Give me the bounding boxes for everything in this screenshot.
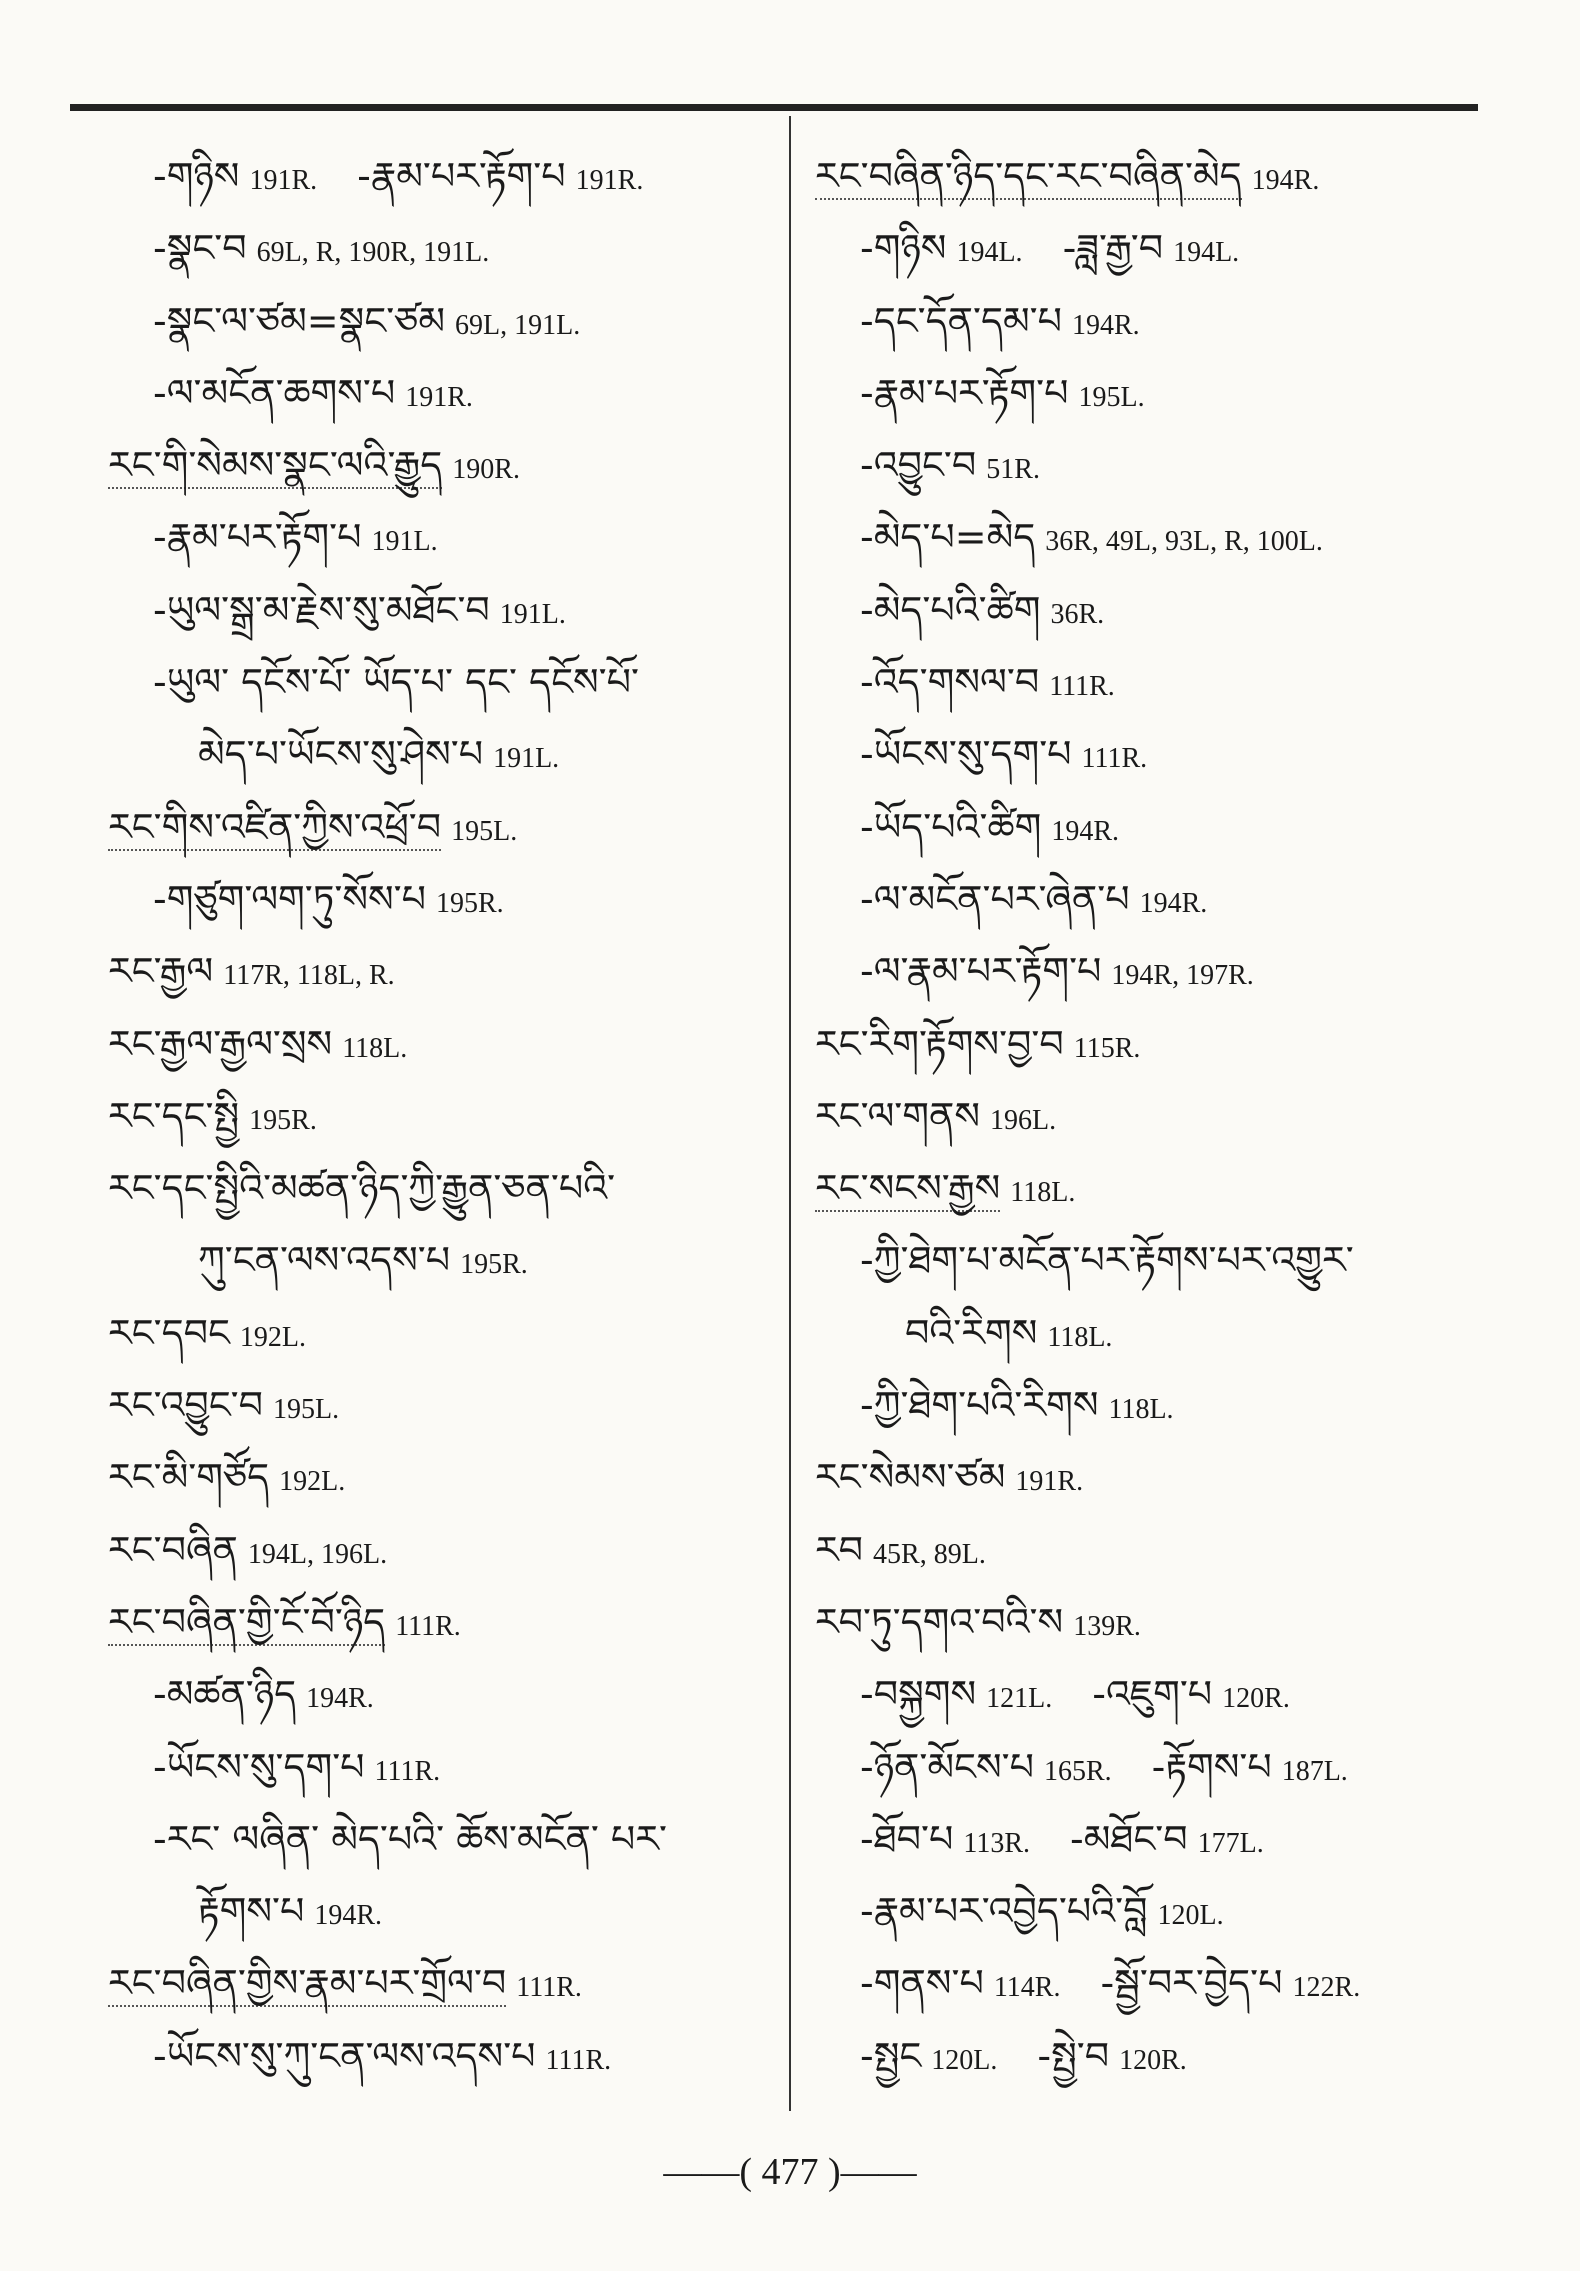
entry-term: རང་རིག་རྟོགས་བྱ་བ	[815, 1021, 1064, 1066]
entry-term: -གཉིས	[860, 226, 947, 271]
entry-reference: 36R.	[1050, 598, 1105, 630]
left-entry	[108, 501, 808, 573]
right-entry	[815, 285, 1515, 357]
entry-term-secondary: -མཐོང་བ	[1070, 1816, 1188, 1861]
left-entry	[108, 1875, 808, 1947]
right-column	[815, 140, 1515, 2092]
right-entry	[815, 1731, 1515, 1803]
entry-term: -ཡོངས་སུ་དག་པ	[860, 732, 1072, 777]
entry-reference: 194R.	[1139, 887, 1208, 919]
entry-term: རང་བཞིན་གྱི་ངོ་བོ་ཉིད	[108, 1599, 386, 1644]
right-entry	[815, 1008, 1515, 1080]
left-entry	[108, 1152, 808, 1224]
left-entry	[108, 140, 808, 212]
entry-term: རབ	[815, 1527, 864, 1572]
entry-reference: 191L.	[371, 526, 438, 558]
entry-term-secondary: -སྦྱོ་བར་བྱེད་པ	[1100, 1961, 1283, 2006]
right-entry	[815, 791, 1515, 863]
right-entry	[815, 357, 1515, 429]
footer-dash-right: )——	[828, 2151, 917, 2193]
entry-reference: 194R, 197R.	[1111, 960, 1254, 992]
entry-term: -ལ་མངོན་པར་ཞེན་པ	[860, 876, 1130, 921]
entry-term: རང་མི་གཙོད	[108, 1455, 270, 1500]
entry-term: -སྣང་ལ་ཙམ=སྣང་ཙམ	[153, 298, 446, 343]
entry-reference: 118L.	[1108, 1394, 1174, 1426]
entry-reference: 194R.	[306, 1683, 374, 1715]
entry-term: རང་བཞིན	[108, 1527, 238, 1572]
entry-term: རང་འབྱུང་བ	[108, 1383, 264, 1428]
left-entry	[108, 1297, 808, 1369]
right-entry	[815, 935, 1515, 1007]
entry-term: ཀུ་ངན་ལས་འདས་པ	[198, 1238, 451, 1283]
entry-term: -སྣང་བ	[153, 226, 247, 271]
entry-reference: 115R.	[1073, 1032, 1141, 1064]
right-entry	[815, 501, 1515, 573]
entry-term: རང་བཞིན་གྱིས་རྣམ་པར་གྲོལ་བ	[108, 1961, 507, 2006]
entry-term-secondary: -རྣམ་པར་རྟོག་པ	[357, 154, 566, 198]
left-entry	[108, 1731, 808, 1803]
entry-term: རང་བཞིན་ཉིད་དང་རང་བཞིན་མེད	[815, 154, 1242, 198]
left-column	[108, 140, 808, 2092]
entry-term: -ཡོངས་སུ་ཀུ་ངན་ལས་འདས་པ	[153, 2033, 536, 2078]
entry-term: -ཡུལ་སྒྲ་མ་རྗེས་སུ་མཐོང་བ	[153, 587, 490, 632]
entry-term-secondary: -ཟླ་རྒྱ་བ	[1062, 226, 1164, 271]
page-number: 477	[761, 2151, 819, 2193]
entry-term: -གནས་པ	[860, 1961, 984, 2006]
entry-reference: 191R.	[1015, 1466, 1084, 1498]
entry-term: རང་སངས་རྒྱས	[815, 1166, 1001, 1211]
entry-term: -ཡོད་པའི་ཚིག	[860, 804, 1042, 849]
entry-term: -དང་དོན་དམ་པ	[860, 298, 1062, 343]
left-entry	[108, 1803, 808, 1875]
left-entry	[108, 718, 808, 790]
right-entry	[815, 646, 1515, 718]
entry-reference: 195L.	[273, 1394, 340, 1426]
left-entry	[108, 1514, 808, 1586]
right-entry	[815, 1297, 1515, 1369]
right-entry	[815, 718, 1515, 790]
page-footer	[0, 2150, 1580, 2194]
entry-reference: 192L.	[239, 1321, 306, 1353]
entry-reference: 111R.	[516, 1972, 582, 2004]
entry-reference: 195R.	[249, 1104, 317, 1136]
entry-term: -འབྱུང་བ	[860, 443, 977, 488]
top-rule	[70, 104, 1478, 111]
right-entry	[815, 1080, 1515, 1152]
entry-reference: 117R, 118L, R.	[223, 960, 395, 992]
right-entry	[815, 1152, 1515, 1224]
entry-term: བའི་རིགས	[905, 1310, 1038, 1355]
footer-dash-left: ——(	[663, 2151, 752, 2193]
entry-reference-secondary: 122R.	[1292, 1972, 1361, 2004]
entry-reference: 194R.	[314, 1900, 383, 1932]
entry-reference: 191R.	[249, 165, 318, 196]
entry-term: -གཙུག་ལག་ཏུ་སོས་པ	[153, 876, 426, 921]
left-entry	[108, 1080, 808, 1152]
entry-term: རང་དང་སྤྱིའི་མཚན་ཉིད་ཀྱི་རྒྱུན་ཅན་པའི་	[108, 1166, 616, 1211]
entry-term: -མེད་པ=མེད	[860, 515, 1036, 560]
left-entry	[108, 2020, 808, 2092]
entry-term: -ཐོབ་པ	[860, 1816, 954, 1861]
entry-reference: 118L.	[342, 1032, 408, 1064]
left-entry	[108, 1369, 808, 1441]
entry-term: -མཚན་ཉིད	[153, 1672, 297, 1717]
left-entry	[108, 429, 808, 501]
entry-reference: 113R.	[963, 1827, 1031, 1859]
entry-reference: 69L, 191L.	[455, 309, 581, 341]
right-entry	[815, 1803, 1515, 1875]
left-entry	[108, 1224, 808, 1296]
entry-reference: 45R, 89L.	[873, 1538, 986, 1570]
entry-term: རབ་ཏུ་དགའ་བའི་ས	[815, 1599, 1064, 1644]
entry-term: རྟོགས་པ	[198, 1889, 305, 1934]
entry-reference: 191R.	[405, 381, 473, 413]
entry-reference: 118L.	[1010, 1177, 1076, 1209]
left-entry	[108, 1658, 808, 1730]
entry-reference: 194R.	[1071, 309, 1140, 341]
entry-term: -ཀྱི་ཐེག་པ་མངོན་པར་རྟོགས་པར་འགྱུར་	[860, 1238, 1354, 1283]
entry-reference: 195R.	[436, 887, 504, 919]
right-entry	[815, 1658, 1515, 1730]
right-entry	[815, 1947, 1515, 2019]
entry-term-secondary: -སྤྱེ་བ	[1037, 2033, 1110, 2078]
entry-reference: 36R, 49L, 93L, R, 100L.	[1045, 526, 1323, 558]
entry-reference: 69L, R, 190R, 191L.	[256, 237, 490, 269]
entry-reference-secondary: 194L.	[1173, 237, 1240, 269]
entry-reference: 190R.	[452, 454, 520, 486]
left-entry	[108, 863, 808, 935]
entry-reference: 139R.	[1073, 1610, 1141, 1642]
entry-term: -ཡོངས་སུ་དག་པ	[153, 1744, 365, 1789]
right-entry	[815, 1875, 1515, 1947]
entry-reference: 51R.	[986, 454, 1040, 486]
right-entry	[815, 1441, 1515, 1513]
right-entry	[815, 140, 1515, 212]
entry-reference: 120L.	[1157, 1900, 1224, 1932]
right-entry	[815, 2020, 1515, 2092]
entry-term: -ཀྱི་ཐེག་པའི་རིགས	[860, 1383, 1099, 1428]
entry-reference-secondary: 120R.	[1119, 2044, 1187, 2076]
entry-reference: 111R.	[545, 2044, 612, 2076]
entry-reference: 191L.	[493, 743, 560, 775]
entry-reference: 195L.	[451, 815, 518, 847]
entry-reference: 194R.	[1251, 165, 1320, 196]
entry-term: -བསྐྱགས	[860, 1672, 977, 1717]
entry-reference: 111R.	[374, 1755, 441, 1787]
entry-reference: 194L, 196L.	[247, 1538, 388, 1570]
entry-term: རང་གིས་འཛིན་ཀྱིས་འཕྲོ་བ	[108, 804, 442, 849]
entry-term: རང་རྒྱལ	[108, 949, 214, 994]
entry-term: -གཉིས	[153, 154, 240, 198]
entry-reference: 194R.	[1051, 815, 1120, 847]
right-entry	[815, 1224, 1515, 1296]
entry-term: -རྣམ་པར་རྟོག་པ	[153, 515, 362, 560]
entry-term-secondary: -རྟོགས་པ	[1151, 1744, 1272, 1789]
entry-reference-secondary: 191R.	[575, 165, 644, 196]
entry-reference: 195R.	[460, 1249, 528, 1281]
entry-term: རང་གི་སེམས་སྣང་ལའི་རྒྱུད	[108, 443, 443, 488]
left-entry	[108, 574, 808, 646]
left-entry	[108, 285, 808, 357]
entry-term: -ལ་མངོན་ཆགས་པ	[153, 370, 396, 415]
entry-reference-secondary: 120R.	[1222, 1683, 1290, 1715]
entry-term: -རྣམ་པར་འབྱེད་པའི་བློ	[860, 1889, 1148, 1934]
right-entry	[815, 1586, 1515, 1658]
entry-reference: 111R.	[1081, 743, 1148, 775]
entry-term: -རྣམ་པར་རྟོག་པ	[860, 370, 1069, 415]
entry-term: -སྤྱང	[860, 2033, 922, 2078]
entry-term: -ལ་རྣམ་པར་རྟོག་པ	[860, 949, 1102, 994]
right-entry	[815, 863, 1515, 935]
left-entry	[108, 646, 808, 718]
left-entry	[108, 1008, 808, 1080]
entry-reference: 118L.	[1047, 1321, 1113, 1353]
left-entry	[108, 935, 808, 1007]
right-entry	[815, 1514, 1515, 1586]
left-entry	[108, 1441, 808, 1513]
entry-reference: 191L.	[499, 598, 566, 630]
entry-reference-secondary: 177L.	[1197, 1827, 1264, 1859]
entry-reference: 196L.	[990, 1104, 1057, 1136]
entry-reference: 165R.	[1043, 1755, 1112, 1787]
entry-term: -རང་ ལཞིན་ མེད་པའི་ ཆོས་མངོན་ པར་	[153, 1816, 667, 1861]
entry-reference: 120L.	[931, 2044, 998, 2076]
entry-reference: 111R.	[395, 1610, 461, 1642]
left-entry	[108, 1586, 808, 1658]
entry-term: མེད་པ་ཡོངས་སུ་ཤེས་པ	[198, 732, 484, 777]
entry-term-secondary: -འཇུག་པ	[1092, 1672, 1213, 1717]
entry-term: རང་སེམས་ཙམ	[815, 1455, 1006, 1500]
right-entry	[815, 429, 1515, 501]
right-entry	[815, 1369, 1515, 1441]
entry-reference: 114R.	[993, 1972, 1061, 2004]
entry-term: -ཉོན་མོངས་པ	[860, 1744, 1034, 1789]
entry-term: རང་རྒྱལ་རྒྱལ་སྲས	[108, 1021, 333, 1066]
left-entry	[108, 212, 808, 284]
entry-term: -མེད་པའི་ཚིག	[860, 587, 1041, 632]
entry-reference: 121L.	[986, 1683, 1053, 1715]
left-entry	[108, 357, 808, 429]
entry-reference: 111R.	[1049, 671, 1115, 703]
entry-term: རང་ལ་གནས	[815, 1093, 980, 1138]
entry-reference: 194L.	[956, 237, 1023, 269]
entry-term: -འོད་གསལ་བ	[860, 660, 1040, 705]
right-entry	[815, 212, 1515, 284]
entry-reference: 192L.	[279, 1466, 346, 1498]
left-entry	[108, 791, 808, 863]
entry-term: རང་དང་སྤྱི	[108, 1093, 240, 1138]
right-entry	[815, 574, 1515, 646]
entry-term: རང་དབང	[108, 1310, 230, 1355]
entry-reference-secondary: 187L.	[1281, 1755, 1348, 1787]
entry-term: -ཡུལ་ དངོས་པོ་ ཡོད་པ་ དང་ དངོས་པོ་	[153, 660, 639, 705]
left-entry	[108, 1947, 808, 2019]
entry-reference: 195L.	[1078, 381, 1145, 413]
